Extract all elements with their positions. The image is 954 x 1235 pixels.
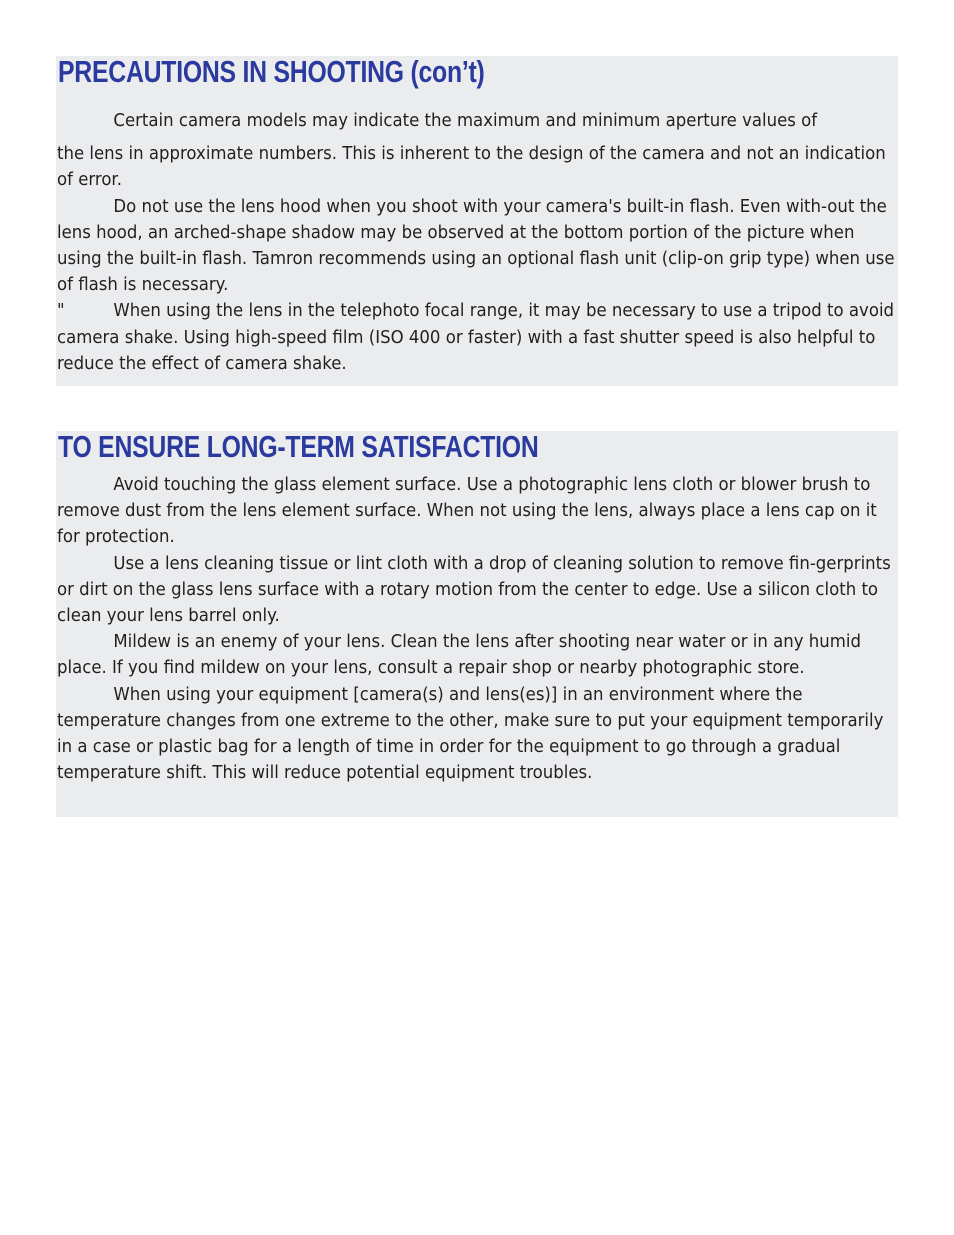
paragraph-glass-surface [57,472,896,551]
paragraph-text: When using the lens in the telephoto focal range, it may be necessary to use a tripod to avoid camera shake. Using high-speed film (ISO 400 or faster) with a fast shutter speed is also helpful to reduce the effect of camera shake. [57,301,895,374]
paragraph-temperature [57,682,896,787]
section-heading-precautions: PRECAUTIONS IN SHOOTING (con’t) [58,54,485,89]
paragraph-lens-hood [57,194,896,299]
paragraph-text: Certain camera models may indicate the maximum and minimum aperture values of [113,111,818,131]
paragraph-tripod [57,298,896,377]
paragraph-mildew [57,629,896,681]
paragraph-cleaning [57,551,896,630]
paragraph-text: Use a lens cleaning tissue or lint cloth with a drop of cleaning solution to remove fin-gerprints or dirt on the glass lens surface with a rotary motion from the center to edge. Use a silicon cloth to clean your lens barrel only. [57,553,891,627]
paragraph-text: Do not use the lens hood when you shoot with your camera's built-in flash. Even with-out the lens hood, an arched-shape shadow may be observed at the bottom portion of the picture when using the built-in flash. Tamron recommends using an optional flash unit (clip-on grip type) when use of flash is necessary. [57,196,895,296]
paragraph-text: Avoid touching the glass element surface. Use a photographic lens cloth or blower brush to remove dust from the lens element surface. When not using the lens, always place a lens cap on it for protection. [57,475,877,548]
stray-quote-mark: " [57,301,65,322]
paragraph-aperture: the lens in approximate numbers. This is inherent to the design of the camera and not an indication of error. [57,144,886,191]
satisfaction-body [57,472,896,786]
satisfaction-section [56,431,898,817]
paragraph-aperture-first-line [57,108,896,134]
paragraph-text: Mildew is an enemy of your lens. Clean the lens after shooting near water or in any humid place. If you find mildew on your lens, consult a repair shop or nearby photographic store. [57,632,861,679]
section-heading-satisfaction: TO ENSURE LONG-TERM SATISFACTION [58,429,539,464]
paragraph-text: When using your equipment [camera(s) and lens(es)] in an environment where the temperature changes from one extreme to the other, make sure to put your equipment temporarily in a case or plastic bag for a length of time in order for the equipment to go through a gradual temperature shift. This will reduce potential equipment troubles. [57,684,884,784]
precautions-section [56,56,898,386]
precautions-body [57,108,896,377]
